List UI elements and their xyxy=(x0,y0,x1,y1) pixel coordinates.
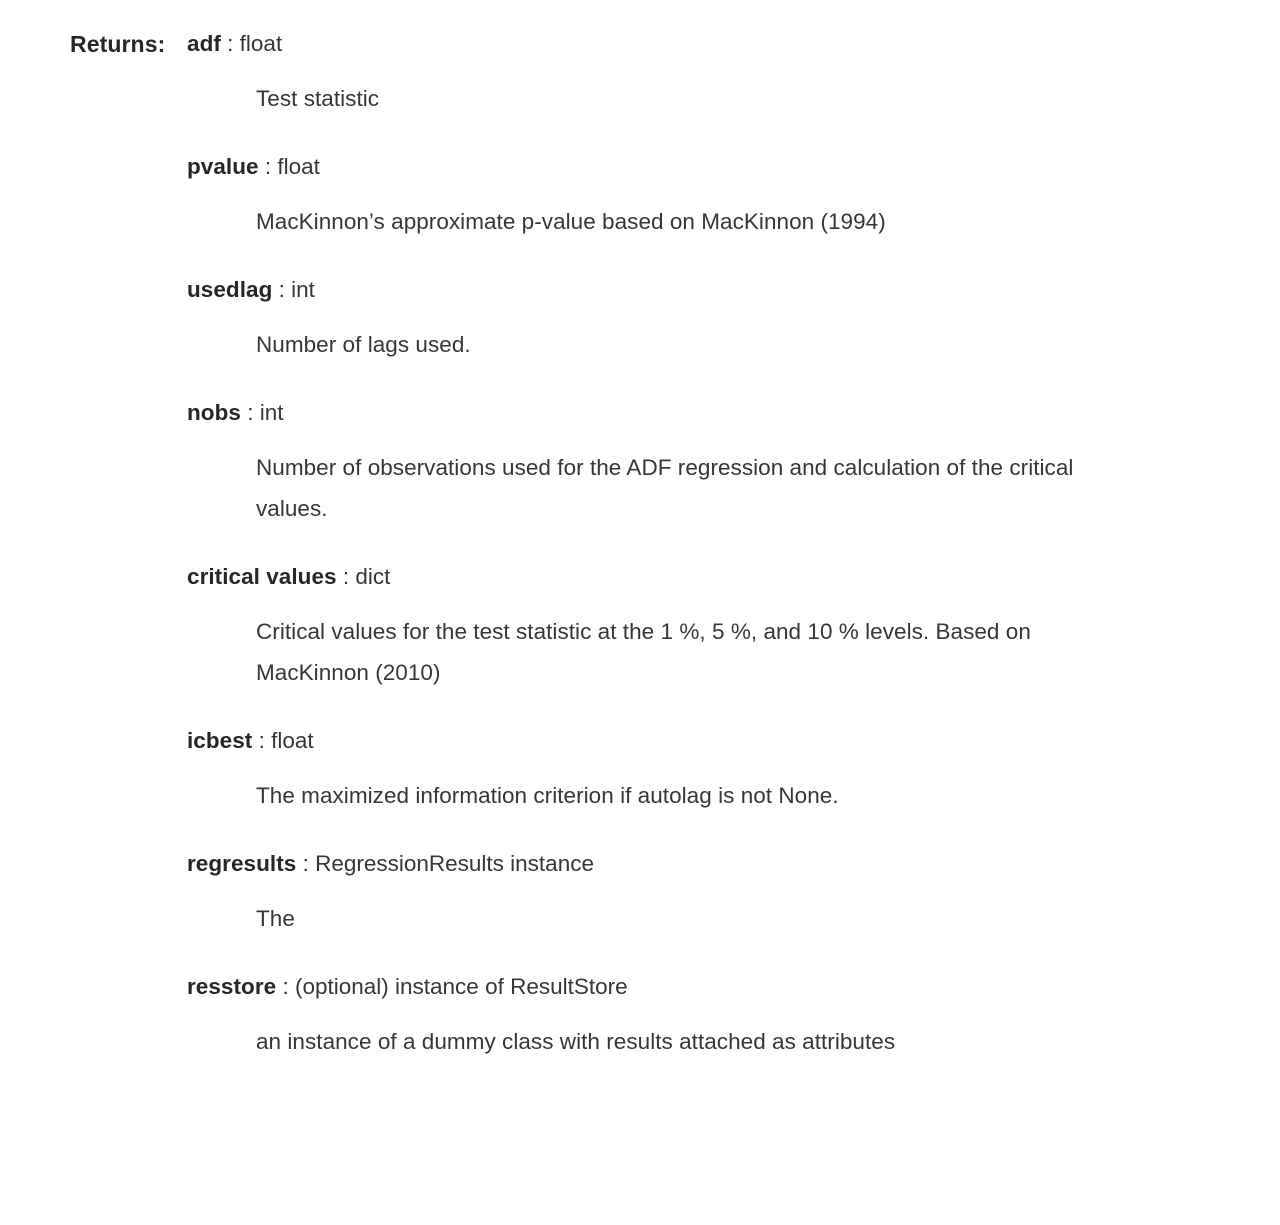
field-type: float xyxy=(277,154,320,179)
field-entry-nobs xyxy=(187,393,1187,529)
field-separator: : xyxy=(258,154,278,179)
field-separator: : xyxy=(336,564,356,589)
field-head xyxy=(187,270,1187,310)
field-name: nobs xyxy=(187,400,241,425)
field-separator: : xyxy=(276,974,295,999)
field-entry-adf xyxy=(187,24,1187,119)
field-type: float xyxy=(239,31,283,56)
field-head xyxy=(187,393,1187,433)
field-type: int xyxy=(291,277,315,302)
field-separator: : xyxy=(220,31,240,56)
field-head xyxy=(187,557,1187,597)
field-type: dict xyxy=(355,564,391,589)
field-description: an instance of a dummy class with results attached as attributes xyxy=(256,1029,896,1054)
field-entry-regresults xyxy=(187,844,1187,939)
field-entry-critical-values xyxy=(187,557,1187,693)
field-separator: : xyxy=(252,728,272,753)
field-head xyxy=(187,844,1187,884)
field-separator: : xyxy=(296,851,316,876)
field-name: pvalue xyxy=(187,154,259,179)
field-name: resstore xyxy=(187,974,277,999)
field-description: Number of lags used. xyxy=(256,332,471,357)
field-head xyxy=(187,967,1187,1007)
field-type: (optional) instance of ResultStore xyxy=(294,974,628,999)
field-type: int xyxy=(259,400,284,425)
field-head xyxy=(187,147,1187,187)
field-name: critical values xyxy=(187,564,337,589)
returns-label: Returns: xyxy=(70,31,166,57)
field-description: The maximized information criterion if autolag is not None. xyxy=(256,783,839,808)
field-type: float xyxy=(271,728,314,753)
field-description: Test statistic xyxy=(256,86,380,111)
field-head xyxy=(187,721,1187,761)
field-head xyxy=(187,24,1187,64)
field-type: RegressionResults instance xyxy=(315,851,594,876)
field-name: usedlag xyxy=(187,277,273,302)
returns-field-list xyxy=(187,24,1187,1062)
field-separator: : xyxy=(272,277,292,302)
field-entry-icbest xyxy=(187,721,1187,816)
field-description: Critical values for the test statistic at the 1 %, 5 %, and 10 % levels. Based on MacKinnon (2010) xyxy=(256,619,1031,685)
field-description: The xyxy=(256,906,295,931)
field-name: adf xyxy=(187,31,221,56)
field-name: icbest xyxy=(187,728,253,753)
field-entry-resstore xyxy=(187,967,1187,1062)
field-description: Number of observations used for the ADF regression and calculation of the critical values. xyxy=(256,455,1074,521)
field-entry-pvalue xyxy=(187,147,1187,242)
field-name: regresults xyxy=(187,851,297,876)
field-entry-usedlag xyxy=(187,270,1187,365)
field-separator: : xyxy=(240,400,260,425)
field-description: MacKinnon’s approximate p-value based on MacKinnon (1994) xyxy=(256,209,886,234)
